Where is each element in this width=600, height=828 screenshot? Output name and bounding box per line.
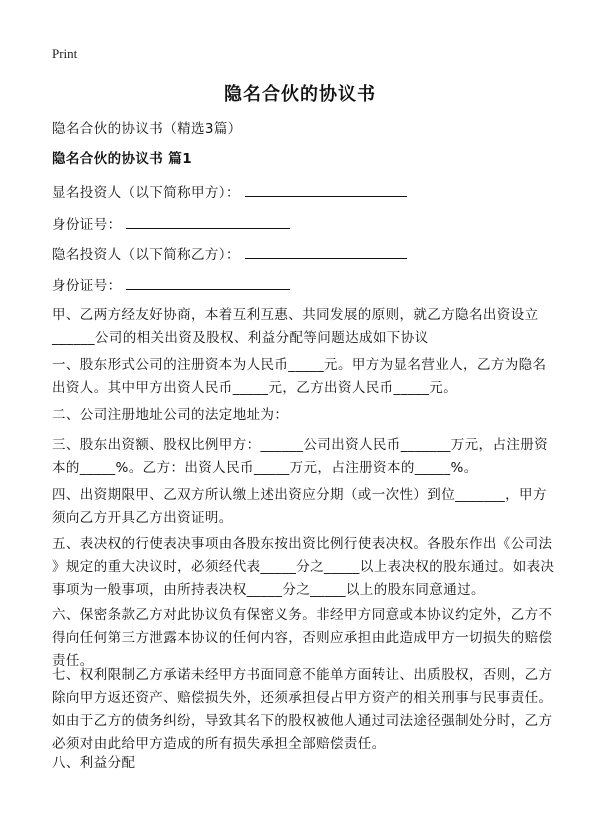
paragraph-line: 三、股东出资额、股权比例甲方：______公司出资人民币_______万元，占注册资 [52,437,549,453]
id-number-blank-1 [126,214,290,229]
paragraph-line: 必须对由此给甲方造成的所有损失承担全部赔偿责任。 [52,736,386,752]
paragraph-line: 》规定的重大决议时，必须经代表_____分之_____以上表决权的股东通过。如表决 [52,559,555,575]
clause-7 [52,664,552,756]
clause-3 [52,434,552,480]
paragraph-line: 八、利益分配 [52,755,136,771]
paragraph-line: ______公司的相关出资及股权、利益分配等问题达成如下协议 [52,330,429,346]
hidden-investor-line [52,244,552,267]
paragraph-line: 五、表决权的行使表决事项由各股东按出资比例行使表决权。各股东作出《公司法 [52,536,553,552]
paragraph-line: 六、保密条款乙方对此协议负有保密义务。非经甲方同意或本协议约定外，乙方不 [52,607,553,623]
clause-1 [52,354,552,400]
paragraph-line: 一、股东形式公司的注册资本为人民币_____元。甲方为显名营业人，乙方为隐名 [52,357,547,373]
id-number-label-2: 身份证号： [52,278,122,294]
id-number-label-1: 身份证号： [52,217,122,233]
paragraph-line: 如由于乙方的债务纠纷，导致其名下的股权被他人通过司法途径强制处分时，乙方 [52,713,553,729]
nominal-investor-label: 显名投资人（以下简称甲方）： [52,185,240,201]
nominal-investor-blank [245,182,407,197]
paragraph-line: 出资人。其中甲方出资人民币_____元，乙方出资人民币_____元。 [52,380,458,396]
print-label: Print [52,46,78,61]
paragraph-line: 事项为一般事项，由所持表决权_____分之_____以上的股东同意通过。 [52,582,485,598]
clause-8 [52,752,552,775]
nominal-investor-line [52,182,552,205]
intro-paragraph [52,304,552,350]
id-number-line-1 [52,214,552,237]
paragraph-line: 得向任何第三方泄露本协议的任何内容，否则应承担由此造成甲方一切损失的赔偿 [52,630,553,646]
paragraph-line: 甲、乙两方经友好协商，本着互利互惠、共同发展的原则，就乙方隐名出资设立 [52,307,539,323]
section-heading: 隐名合伙的协议书 篇1 [52,151,192,167]
clause-5 [52,533,555,602]
paragraph-line: 二、公司注册地址公司的法定地址为： [52,407,289,423]
document-title: 隐名合伙的协议书 [224,84,376,105]
paragraph-line: 责任。 [52,653,94,669]
paragraph-line: 本的_____%。乙方：出资人民币_____万元，占注册资本的_____%。 [52,460,478,476]
clause-2 [52,404,552,427]
document-subtitle: 隐名合伙的协议书（精选3篇） [52,121,242,137]
paragraph-line: 四、出资期限甲、乙双方所认缴上述出资应分期（或一次性）到位_______，甲方 [52,487,547,503]
paragraph-line: 除向甲方返还资产、赔偿损失外，还须承担侵占甲方资产的相关刑事与民事责任。 [52,690,553,706]
id-number-blank-2 [126,275,290,290]
hidden-investor-blank [245,244,407,259]
id-number-line-2 [52,275,552,298]
clause-6 [52,604,552,673]
paragraph-line: 须向乙方开具乙方出资证明。 [52,510,233,526]
hidden-investor-label: 隐名投资人（以下简称乙方）： [52,247,240,263]
paragraph-line: 七、权利限制乙方承诺未经甲方书面同意不能单方面转让、出质股权，否则，乙方 [52,667,553,683]
clause-4 [52,484,552,530]
